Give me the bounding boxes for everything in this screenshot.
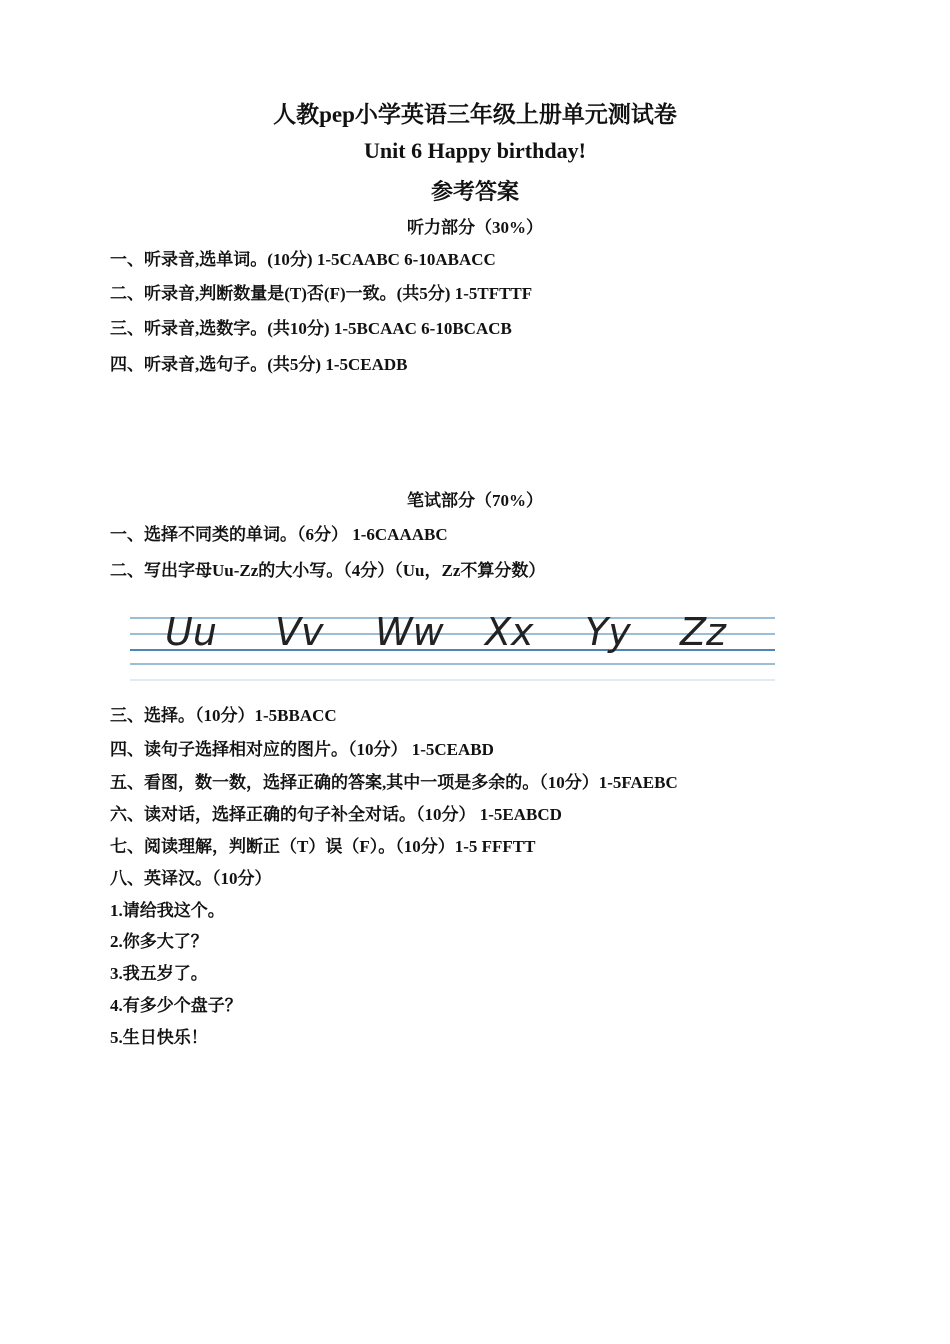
letter-yy: Yy [585,610,631,654]
letter-writing-strip [130,600,775,682]
writing-heading: 笔试部分（70%） [407,491,543,510]
document-title: 人教pep小学英语三年级上册单元测试卷 [273,102,677,127]
unit-title: Unit 6 Happy birthday! [364,138,586,163]
listening-item: 四、听录音,选句子。(共5分) 1-5CEADB [110,355,408,374]
listening-item: 一、听录音,选单词。(10分) 1-5CAABC 6-10ABACC [110,250,496,269]
writing-item: 六、读对话，选择正确的句子补全对话。（10分） 1-5EABCD [110,805,562,824]
translation-answer: 5.生日快乐！ [110,1028,208,1047]
listening-item: 三、听录音,选数字。(共10分) 1-5BCAAC 6-10BCACB [110,319,512,338]
answer-key-title: 参考答案 [430,179,519,204]
writing-item: 二、写出字母Uu-Zz的大小写。（4分）（Uu，Zz不算分数） [110,561,546,580]
listening-item: 二、听录音,判断数量是(T)否(F)一致。(共5分) 1-5TFTTF [110,284,533,303]
writing-item: 三、选择。（10分）1-5BBACC [110,706,337,725]
writing-item: 四、读句子选择相对应的图片。（10分） 1-5CEABD [110,740,494,759]
letter-uu: Uu [165,610,217,654]
translation-answer: 2.你多大了？ [110,932,208,951]
writing-item: 五、看图，数一数，选择正确的答案,其中一项是多余的。（10分）1-5FAEBC [110,773,678,792]
letter-ww: Ww [375,610,444,654]
writing-item: 一、选择不同类的单词。（6分） 1-6CAAABC [110,525,448,544]
four-line-grid [130,600,775,682]
writing-item: 七、阅读理解，判断正（T）误（F）。（10分）1-5 FFFTT [110,837,536,856]
listening-heading: 听力部分（30%） [407,218,543,237]
letter-zz: Zz [680,610,726,654]
translation-answer: 3.我五岁了。 [110,964,208,983]
translation-answer: 1.请给我这个。 [110,901,225,920]
letter-vv: Vv [275,610,324,654]
letter-xx: Xx [485,610,534,654]
translation-answer: 4.有多少个盘子？ [110,996,242,1015]
writing-item: 八、英译汉。（10分） [110,869,272,888]
